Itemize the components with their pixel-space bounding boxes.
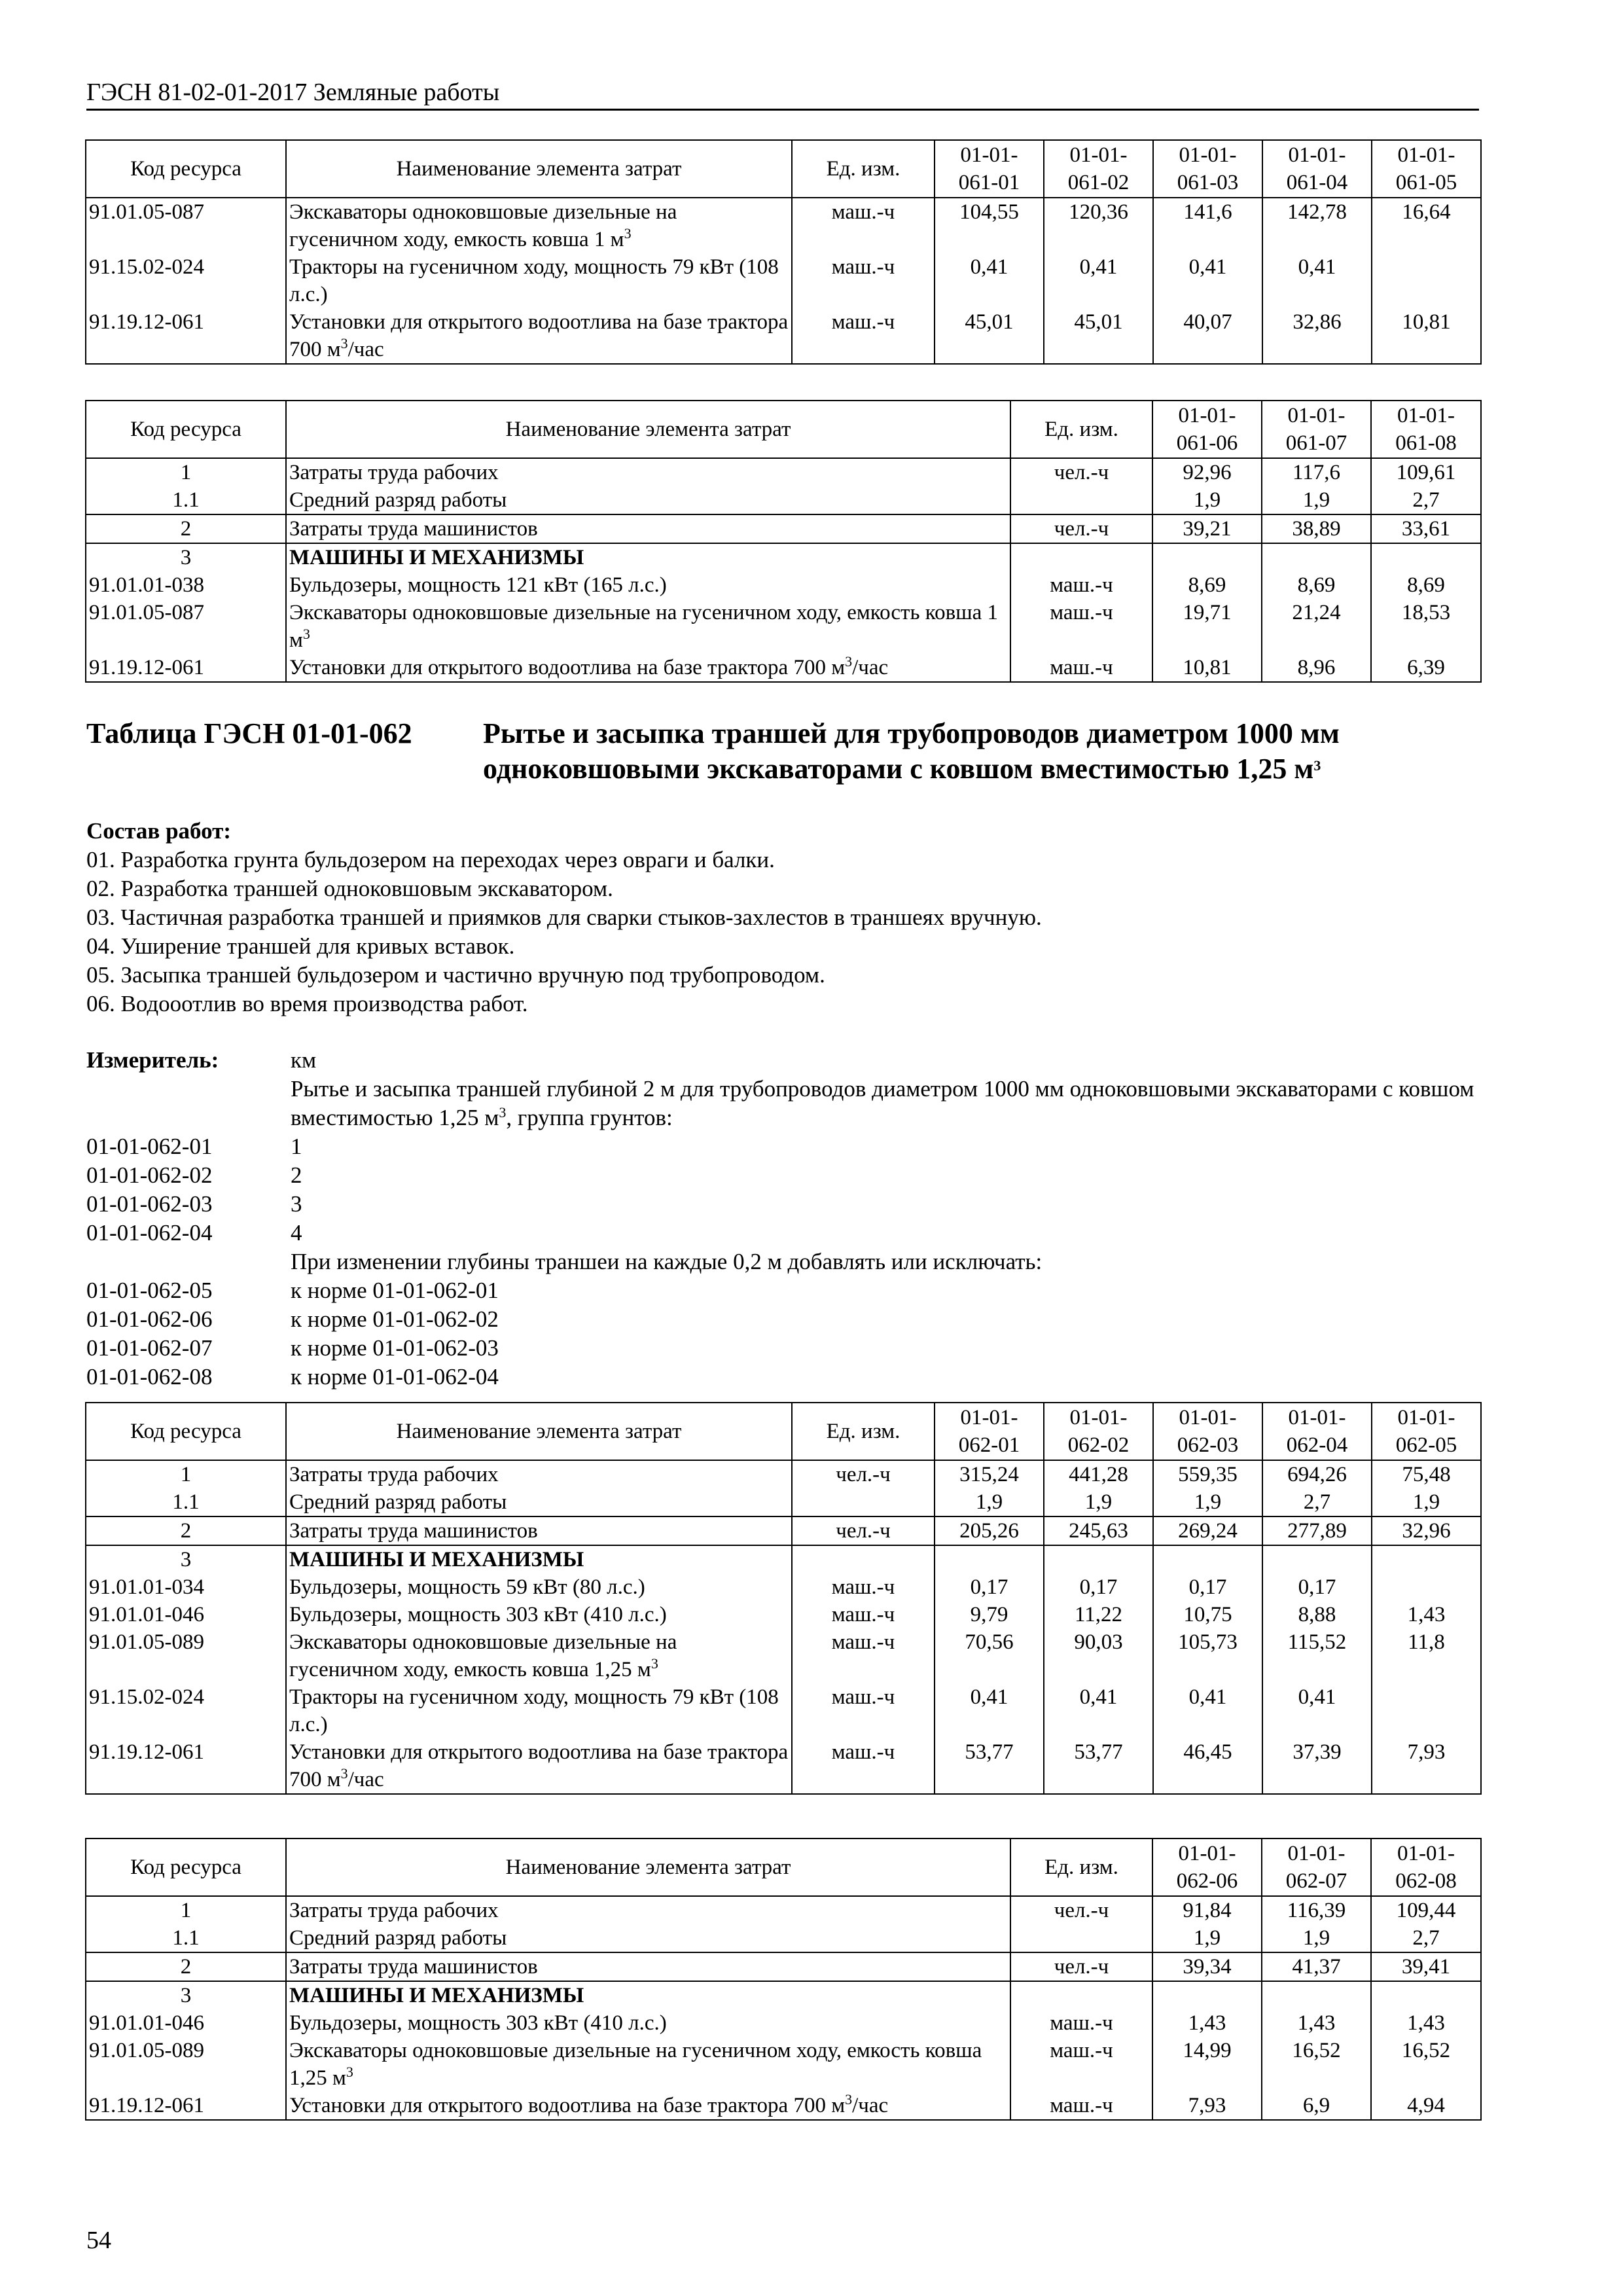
- value-cell: 0,41: [1153, 1683, 1262, 1738]
- col-header-norm: 01-01- 062-01: [935, 1403, 1044, 1460]
- value-cell: 117,6: [1262, 458, 1371, 486]
- value-cell: [1152, 1981, 1262, 2009]
- unit-cell: маш.-ч: [1010, 599, 1152, 654]
- value-cell: 39,34: [1152, 1952, 1262, 1981]
- value-cell: 32,96: [1372, 1516, 1481, 1545]
- value-cell: 70,56: [935, 1628, 1044, 1683]
- resource-code: 1: [86, 1460, 286, 1488]
- cost-element-name: Тракторы на гусеничном ходу, мощность 79 кВт (108 л.с.): [286, 253, 792, 308]
- norm-text: к норме 01-01-062-03: [291, 1335, 499, 1361]
- norm-row: [86, 1190, 1480, 1219]
- value-cell: [1372, 1545, 1481, 1573]
- resource-code: 1.1: [86, 486, 286, 514]
- value-cell: 2,7: [1371, 486, 1481, 514]
- cost-element-name: Средний разряд работы: [286, 486, 1010, 514]
- value-cell: 10,81: [1152, 654, 1262, 682]
- table-row: [86, 2092, 1481, 2120]
- col-header-norm: 01-01- 061-02: [1044, 140, 1153, 198]
- norm-text: к норме 01-01-062-01: [291, 1278, 499, 1303]
- unit-cell: [1010, 543, 1152, 571]
- value-cell: 0,17: [1262, 1573, 1372, 1601]
- unit-cell: маш.-ч: [792, 253, 935, 308]
- col-header-unit: Ед. изм.: [792, 1403, 935, 1460]
- table-row: [86, 253, 1481, 308]
- col-header-norm: 01-01- 061-07: [1262, 401, 1371, 458]
- value-cell: 11,8: [1372, 1628, 1481, 1683]
- measure-label: Измеритель:: [86, 1047, 219, 1073]
- value-cell: 277,89: [1262, 1516, 1372, 1545]
- table-row: [86, 1601, 1481, 1628]
- norm-text: 2: [291, 1162, 302, 1188]
- value-cell: 1,9: [1153, 1488, 1262, 1516]
- table-row: [86, 1573, 1481, 1601]
- running-header: ГЭСН 81-02-01-2017 Земляные работы: [86, 79, 500, 106]
- cost-element-name: Экскаваторы одноковшовые дизельные на гусеничном ходу, емкость ковша 1 $м^3$: [286, 599, 1010, 654]
- unit-cell: маш.-ч: [792, 1601, 935, 1628]
- table-title-text: Рытье и засыпка траншей для трубопроводов диаметром 1000 мм одноковшовыми экскаваторами с ковшом вместимостью 1,25 $м^3$: [483, 717, 1340, 785]
- norm-row: [86, 1161, 1480, 1190]
- value-cell: 1,9: [1152, 486, 1262, 514]
- value-cell: 16,52: [1371, 2037, 1481, 2092]
- resource-code: 91.01.05-087: [86, 599, 286, 654]
- col-header-name: Наименование элемента затрат: [286, 1839, 1010, 1896]
- table-row: [86, 1683, 1481, 1738]
- norm-row: [86, 1132, 1480, 1161]
- value-cell: 39,41: [1371, 1952, 1481, 1981]
- unit-cell: маш.-ч: [1010, 2092, 1152, 2120]
- unit-cell: маш.-ч: [792, 1738, 935, 1794]
- value-cell: 92,96: [1152, 458, 1262, 486]
- value-cell: 16,64: [1372, 198, 1481, 253]
- col-header-norm: 01-01- 061-01: [935, 140, 1044, 198]
- value-cell: 46,45: [1153, 1738, 1262, 1794]
- unit-cell: [792, 1545, 935, 1573]
- norm-code: 01-01-062-04: [86, 1220, 213, 1246]
- value-cell: 91,84: [1152, 1896, 1262, 1924]
- norm-row: [86, 1305, 1480, 1334]
- value-cell: 8,69: [1262, 571, 1371, 599]
- value-cell: 53,77: [935, 1738, 1044, 1794]
- value-cell: 38,89: [1262, 514, 1371, 543]
- table-row: [86, 1488, 1481, 1516]
- value-cell: 10,81: [1372, 308, 1481, 364]
- table-row: [86, 1628, 1481, 1683]
- resource-code: 2: [86, 1952, 286, 1981]
- value-cell: 8,69: [1152, 571, 1262, 599]
- resource-code: 91.19.12-061: [86, 654, 286, 682]
- value-cell: [1372, 253, 1481, 308]
- col-header-norm: 01-01- 061-05: [1372, 140, 1481, 198]
- table-row: [86, 486, 1481, 514]
- cost-element-name: Установки для открытого водоотлива на базе трактора 700 $м^3$/час: [286, 308, 792, 364]
- unit-cell: чел.-ч: [792, 1516, 935, 1545]
- resource-code: 91.15.02-024: [86, 253, 286, 308]
- col-header-name: Наименование элемента затрат: [286, 401, 1010, 458]
- value-cell: [1262, 543, 1371, 571]
- unit-cell: маш.-ч: [792, 1573, 935, 1601]
- value-cell: 45,01: [1044, 308, 1153, 364]
- work-item: 06. Водооотлив во время производства работ.: [86, 991, 528, 1016]
- unit-cell: [1010, 1981, 1152, 2009]
- col-header-norm: 01-01- 062-06: [1152, 1839, 1262, 1896]
- cost-element-name: Бульдозеры, мощность 59 кВт (80 л.с.): [286, 1573, 792, 1601]
- value-cell: 559,35: [1153, 1460, 1262, 1488]
- unit-cell: маш.-ч: [792, 1683, 935, 1738]
- value-cell: 6,9: [1262, 2092, 1371, 2120]
- value-cell: 37,39: [1262, 1738, 1372, 1794]
- unit-cell: [792, 1488, 935, 1516]
- cost-element-name: Экскаваторы одноковшовые дизельные на гусеничном ходу, емкость ковша 1,25 $м^3$: [286, 2037, 1010, 2092]
- measure-unit: км: [291, 1047, 317, 1073]
- resource-code: 1.1: [86, 1488, 286, 1516]
- value-cell: 8,69: [1371, 571, 1481, 599]
- unit-cell: чел.-ч: [1010, 1952, 1152, 1981]
- value-cell: [1152, 543, 1262, 571]
- unit-cell: чел.-ч: [792, 1460, 935, 1488]
- cost-element-name: Бульдозеры, мощность 303 кВт (410 л.с.): [286, 2009, 1010, 2037]
- value-cell: 105,73: [1153, 1628, 1262, 1683]
- value-cell: 6,39: [1371, 654, 1481, 682]
- value-cell: [935, 1545, 1044, 1573]
- value-cell: 33,61: [1371, 514, 1481, 543]
- work-item: 04. Уширение траншей для кривых вставок.: [86, 933, 515, 959]
- value-cell: 8,88: [1262, 1601, 1372, 1628]
- table-row: [86, 1981, 1481, 2009]
- works-heading: Состав работ:: [86, 818, 231, 844]
- col-header-norm: 01-01- 062-04: [1262, 1403, 1372, 1460]
- value-cell: 9,79: [935, 1601, 1044, 1628]
- value-cell: 0,41: [1262, 1683, 1372, 1738]
- col-header-norm: 01-01- 062-02: [1044, 1403, 1153, 1460]
- resource-code: 2: [86, 1516, 286, 1545]
- unit-cell: маш.-ч: [1010, 2037, 1152, 2092]
- measure-description: Рытье и засыпка траншей глубиной 2 м для трубопроводов диаметром 1000 мм одноковшовыми экскаваторами с ковшом вместимостью 1,25 $м^3$, группа грунтов:: [291, 1076, 1474, 1130]
- value-cell: 2,7: [1262, 1488, 1372, 1516]
- header-rule: [86, 109, 1479, 111]
- table-row: [86, 654, 1481, 682]
- table-row: [86, 1924, 1481, 1952]
- value-cell: 40,07: [1153, 308, 1262, 364]
- value-cell: 45,01: [935, 308, 1044, 364]
- value-cell: 205,26: [935, 1516, 1044, 1545]
- value-cell: 75,48: [1372, 1460, 1481, 1488]
- value-cell: 1,43: [1262, 2009, 1371, 2037]
- unit-cell: маш.-ч: [1010, 654, 1152, 682]
- value-cell: 1,43: [1372, 1601, 1481, 1628]
- value-cell: 14,99: [1152, 2037, 1262, 2092]
- value-cell: 39,21: [1152, 514, 1262, 543]
- cost-element-name: Средний разряд работы: [286, 1924, 1010, 1952]
- resource-table-061-part1: [85, 139, 1482, 365]
- resource-code: 91.01.01-038: [86, 571, 286, 599]
- value-cell: 10,75: [1153, 1601, 1262, 1628]
- value-cell: 90,03: [1044, 1628, 1153, 1683]
- norm-row: [86, 1219, 1480, 1247]
- col-header-norm: 01-01- 061-04: [1262, 140, 1372, 198]
- value-cell: 19,71: [1152, 599, 1262, 654]
- value-cell: 0,41: [935, 1683, 1044, 1738]
- work-item: 01. Разработка грунта бульдозером на переходах через овраги и балки.: [86, 847, 775, 872]
- resource-table-062-part2: [85, 1838, 1482, 2121]
- unit-cell: маш.-ч: [1010, 2009, 1152, 2037]
- norm-code: 01-01-062-02: [86, 1162, 213, 1188]
- resource-code: 2: [86, 514, 286, 543]
- table-row: [86, 458, 1481, 486]
- unit-cell: [1010, 1924, 1152, 1952]
- resource-code: 91.19.12-061: [86, 308, 286, 364]
- value-cell: 53,77: [1044, 1738, 1153, 1794]
- value-cell: 18,53: [1371, 599, 1481, 654]
- value-cell: 0,17: [1153, 1573, 1262, 1601]
- table-row: [86, 571, 1481, 599]
- unit-cell: чел.-ч: [1010, 458, 1152, 486]
- norm-code: 01-01-062-06: [86, 1306, 213, 1332]
- value-cell: 1,43: [1152, 2009, 1262, 2037]
- value-cell: 4,94: [1371, 2092, 1481, 2120]
- norm-code: 01-01-062-01: [86, 1134, 213, 1159]
- table-row: [86, 2009, 1481, 2037]
- value-cell: [1262, 1545, 1372, 1573]
- norm-text: к норме 01-01-062-02: [291, 1306, 499, 1332]
- value-cell: 141,6: [1153, 198, 1262, 253]
- col-header-norm: 01-01- 061-03: [1153, 140, 1262, 198]
- value-cell: [1262, 1981, 1371, 2009]
- cost-element-name: Установки для открытого водоотлива на базе трактора 700 $м^3$/час: [286, 2092, 1010, 2120]
- cost-element-name: Затраты труда машинистов: [286, 1516, 792, 1545]
- value-cell: 115,52: [1262, 1628, 1372, 1683]
- unit-cell: чел.-ч: [1010, 514, 1152, 543]
- works-section: [86, 817, 1042, 1018]
- page-number: 54: [86, 2227, 111, 2254]
- table-row: [86, 514, 1481, 543]
- resource-code: 91.01.05-089: [86, 2037, 286, 2092]
- col-header-norm: 01-01- 061-06: [1152, 401, 1262, 458]
- col-header-unit: Ед. изм.: [1010, 401, 1152, 458]
- table-row: [86, 1738, 1481, 1794]
- table-row: [86, 2037, 1481, 2092]
- value-cell: 2,7: [1371, 1924, 1481, 1952]
- col-header-name: Наименование элемента затрат: [286, 140, 792, 198]
- table-row: [86, 1896, 1481, 1924]
- norm-row: [86, 1276, 1480, 1305]
- value-cell: 104,55: [935, 198, 1044, 253]
- value-cell: 1,9: [1262, 1924, 1371, 1952]
- unit-cell: маш.-ч: [792, 198, 935, 253]
- value-cell: 11,22: [1044, 1601, 1153, 1628]
- value-cell: 109,44: [1371, 1896, 1481, 1924]
- col-header-code: Код ресурса: [86, 1403, 286, 1460]
- resource-code: 91.01.05-087: [86, 198, 286, 253]
- value-cell: 41,37: [1262, 1952, 1371, 1981]
- cost-element-name: Экскаваторы одноковшовые дизельные на гусеничном ходу, емкость ковша 1 $м^3$: [286, 198, 792, 253]
- cost-element-name: МАШИНЫ И МЕХАНИЗМЫ: [286, 1981, 1010, 2009]
- measure-section: [86, 1046, 1480, 1391]
- col-header-norm: 01-01- 062-07: [1262, 1839, 1371, 1896]
- resource-code: 91.01.01-046: [86, 1601, 286, 1628]
- value-cell: 315,24: [935, 1460, 1044, 1488]
- value-cell: [1044, 1545, 1153, 1573]
- cost-element-name: Затраты труда рабочих: [286, 458, 1010, 486]
- value-cell: 1,43: [1371, 2009, 1481, 2037]
- resource-code: 91.19.12-061: [86, 2092, 286, 2120]
- cost-element-name: Установки для открытого водоотлива на базе трактора 700 $м^3$/час: [286, 654, 1010, 682]
- value-cell: 0,41: [1262, 253, 1372, 308]
- value-cell: 441,28: [1044, 1460, 1153, 1488]
- value-cell: 120,36: [1044, 198, 1153, 253]
- cost-element-name: Тракторы на гусеничном ходу, мощность 79 кВт (108 л.с.): [286, 1683, 792, 1738]
- resource-table-061-part2: [85, 400, 1482, 683]
- norm-code: 01-01-062-08: [86, 1364, 213, 1390]
- value-cell: 269,24: [1153, 1516, 1262, 1545]
- resource-code: 3: [86, 1981, 286, 2009]
- unit-cell: чел.-ч: [1010, 1896, 1152, 1924]
- value-cell: 245,63: [1044, 1516, 1153, 1545]
- resource-code: 1: [86, 1896, 286, 1924]
- value-cell: [1371, 1981, 1481, 2009]
- value-cell: 21,24: [1262, 599, 1371, 654]
- norm-row: [86, 1334, 1480, 1363]
- cost-element-name: Средний разряд работы: [286, 1488, 792, 1516]
- cost-element-name: Затраты труда рабочих: [286, 1460, 792, 1488]
- value-cell: 32,86: [1262, 308, 1372, 364]
- value-cell: [1372, 1683, 1481, 1738]
- resource-code: 3: [86, 543, 286, 571]
- value-cell: 7,93: [1152, 2092, 1262, 2120]
- col-header-name: Наименование элемента затрат: [286, 1403, 792, 1460]
- value-cell: [1153, 1545, 1262, 1573]
- resource-code: 1.1: [86, 1924, 286, 1952]
- value-cell: 1,9: [1152, 1924, 1262, 1952]
- norm-row: [86, 1363, 1480, 1391]
- table-title-label: Таблица ГЭСН 01-01-062: [86, 717, 412, 749]
- measure-note: При изменении глубины траншеи на каждые 0,2 м добавлять или исключать:: [291, 1249, 1043, 1274]
- value-cell: 1,9: [1044, 1488, 1153, 1516]
- cost-element-name: Затраты труда машинистов: [286, 1952, 1010, 1981]
- cost-element-name: Экскаваторы одноковшовые дизельные на гусеничном ходу, емкость ковша 1,25 $м^3$: [286, 1628, 792, 1683]
- table-row: [86, 543, 1481, 571]
- value-cell: 0,41: [1044, 253, 1153, 308]
- value-cell: [1371, 543, 1481, 571]
- norm-text: к норме 01-01-062-04: [291, 1364, 499, 1390]
- table-row: [86, 1952, 1481, 1981]
- value-cell: 16,52: [1262, 2037, 1371, 2092]
- table-row: [86, 1460, 1481, 1488]
- unit-cell: маш.-ч: [792, 308, 935, 364]
- col-header-norm: 01-01- 062-03: [1153, 1403, 1262, 1460]
- resource-table-062-part1: [85, 1402, 1482, 1795]
- cost-element-name: МАШИНЫ И МЕХАНИЗМЫ: [286, 1545, 792, 1573]
- table-row: [86, 308, 1481, 364]
- col-header-norm: 01-01- 061-08: [1371, 401, 1481, 458]
- value-cell: 109,61: [1371, 458, 1481, 486]
- col-header-code: Код ресурса: [86, 1839, 286, 1896]
- cost-element-name: Затраты труда рабочих: [286, 1896, 1010, 1924]
- col-header-code: Код ресурса: [86, 140, 286, 198]
- value-cell: 1,9: [1372, 1488, 1481, 1516]
- value-cell: 1,9: [935, 1488, 1044, 1516]
- col-header-norm: 01-01- 062-08: [1371, 1839, 1481, 1896]
- cost-element-name: МАШИНЫ И МЕХАНИЗМЫ: [286, 543, 1010, 571]
- value-cell: 694,26: [1262, 1460, 1372, 1488]
- resource-code: 1: [86, 458, 286, 486]
- table-row: [86, 1545, 1481, 1573]
- value-cell: 8,96: [1262, 654, 1371, 682]
- resource-code: 91.19.12-061: [86, 1738, 286, 1794]
- col-header-norm: 01-01- 062-05: [1372, 1403, 1481, 1460]
- table-row: [86, 1516, 1481, 1545]
- table-row: [86, 198, 1481, 253]
- value-cell: 0,17: [1044, 1573, 1153, 1601]
- norm-text: 4: [291, 1220, 302, 1246]
- col-header-code: Код ресурса: [86, 401, 286, 458]
- resource-code: 91.15.02-024: [86, 1683, 286, 1738]
- value-cell: 0,41: [1044, 1683, 1153, 1738]
- unit-cell: маш.-ч: [1010, 571, 1152, 599]
- work-item: 02. Разработка траншей одноковшовым экскаватором.: [86, 876, 613, 901]
- resource-code: 91.01.05-089: [86, 1628, 286, 1683]
- unit-cell: [1010, 486, 1152, 514]
- table-row: [86, 599, 1481, 654]
- value-cell: 116,39: [1262, 1896, 1371, 1924]
- work-item: 03. Частичная разработка траншей и приямков для сварки стыков-захлестов в траншеях вручную.: [86, 905, 1042, 930]
- cost-element-name: Установки для открытого водоотлива на базе трактора 700 $м^3$/час: [286, 1738, 792, 1794]
- value-cell: 142,78: [1262, 198, 1372, 253]
- norm-code: 01-01-062-07: [86, 1335, 213, 1361]
- value-cell: 0,41: [935, 253, 1044, 308]
- cost-element-name: Бульдозеры, мощность 303 кВт (410 л.с.): [286, 1601, 792, 1628]
- value-cell: 1,9: [1262, 486, 1371, 514]
- resource-code: 3: [86, 1545, 286, 1573]
- value-cell: [1372, 1573, 1481, 1601]
- unit-cell: маш.-ч: [792, 1628, 935, 1683]
- work-item: 05. Засыпка траншей бульдозером и частично вручную под трубопроводом.: [86, 962, 825, 988]
- resource-code: 91.01.01-034: [86, 1573, 286, 1601]
- cost-element-name: Затраты труда машинистов: [286, 514, 1010, 543]
- cost-element-name: Бульдозеры, мощность 121 кВт (165 л.с.): [286, 571, 1010, 599]
- norm-code: 01-01-062-03: [86, 1191, 213, 1217]
- resource-code: 91.01.01-046: [86, 2009, 286, 2037]
- norm-code: 01-01-062-05: [86, 1278, 213, 1303]
- value-cell: 7,93: [1372, 1738, 1481, 1794]
- value-cell: 0,17: [935, 1573, 1044, 1601]
- norm-text: 3: [291, 1191, 302, 1217]
- col-header-unit: Ед. изм.: [792, 140, 935, 198]
- col-header-unit: Ед. изм.: [1010, 1839, 1152, 1896]
- value-cell: 0,41: [1153, 253, 1262, 308]
- norm-text: 1: [291, 1134, 302, 1159]
